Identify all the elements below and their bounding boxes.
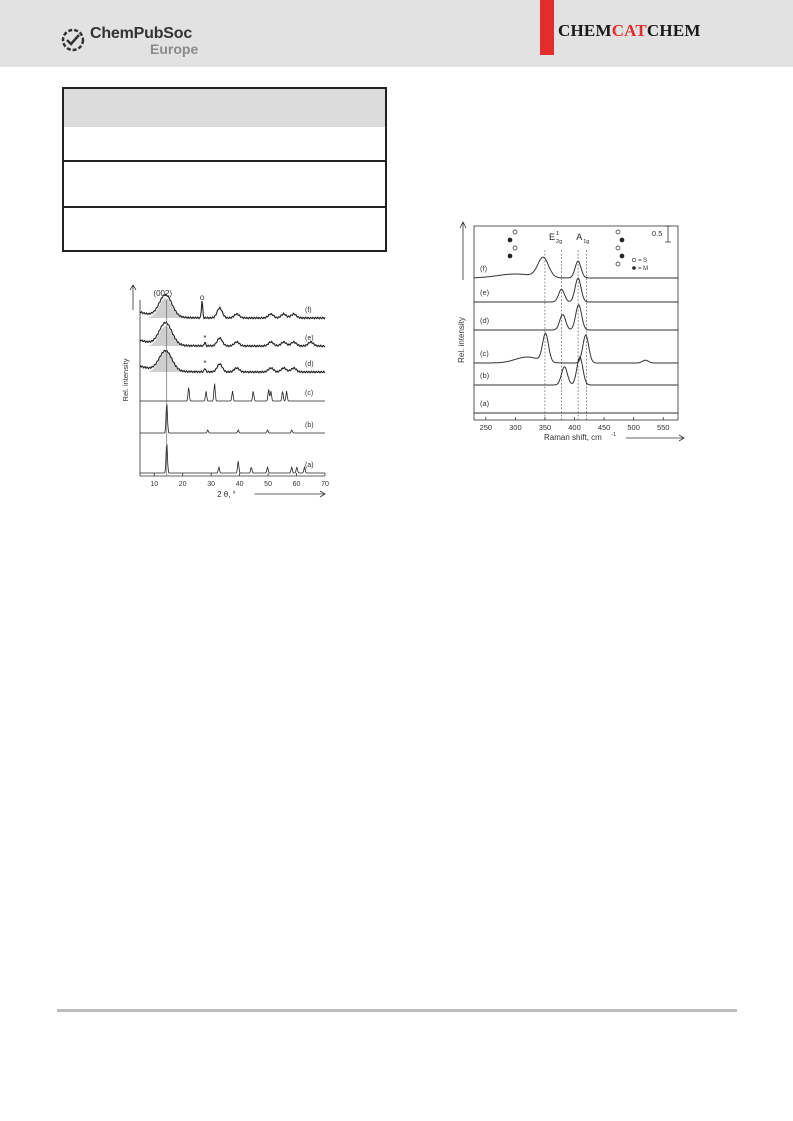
y-axis-arrow bbox=[130, 285, 136, 310]
series-label: (c) bbox=[305, 390, 314, 397]
peak-fill bbox=[149, 298, 183, 318]
legend-s-label: = S bbox=[638, 258, 648, 264]
page-header bbox=[0, 0, 793, 67]
y-axis-arrow bbox=[460, 222, 466, 280]
x-tick-label: 250 bbox=[479, 423, 493, 432]
x-tick-label: 400 bbox=[568, 423, 581, 432]
mode-label-a1g: A bbox=[576, 232, 583, 242]
legend-m-label: = M bbox=[638, 266, 649, 272]
table-header bbox=[64, 89, 385, 127]
table bbox=[62, 87, 387, 252]
mode-label-e2g-sub: 2g bbox=[556, 239, 563, 245]
peak-label: (002) bbox=[153, 289, 173, 298]
journal-accent-bar bbox=[540, 0, 554, 55]
marker-symbol: * bbox=[203, 334, 207, 343]
series-line bbox=[140, 404, 325, 433]
x-tick-label: 350 bbox=[538, 423, 552, 432]
marker-symbol: o bbox=[199, 293, 205, 302]
x-axis-label-sup: -1 bbox=[611, 432, 616, 438]
x-tick-label: 10 bbox=[150, 481, 159, 488]
raman-chart bbox=[450, 220, 690, 460]
publisher-logo-icon bbox=[60, 27, 86, 53]
atom-symbol bbox=[620, 238, 624, 242]
series-label: (d) bbox=[305, 361, 314, 368]
series-label: (b) bbox=[480, 371, 490, 380]
x-axis-label: 2 θ, ° bbox=[217, 490, 236, 499]
series-label: (d) bbox=[480, 316, 490, 325]
scale-bar-label: 0.5 bbox=[652, 229, 663, 238]
x-tick-label: 550 bbox=[656, 423, 670, 432]
atom-symbol bbox=[620, 254, 624, 258]
x-tick-label: 500 bbox=[627, 423, 640, 432]
x-tick-label: 70 bbox=[321, 481, 329, 488]
atom-symbol bbox=[508, 238, 512, 242]
plot-frame bbox=[474, 226, 678, 420]
scale-bar bbox=[665, 226, 671, 242]
marker-symbol: * bbox=[203, 359, 207, 368]
series-line bbox=[474, 278, 678, 302]
series-line bbox=[474, 333, 678, 363]
y-axis-label: Rel. intensity bbox=[121, 358, 130, 402]
raman-figure bbox=[450, 220, 690, 460]
series-label: (f) bbox=[480, 264, 488, 273]
series-label: (a) bbox=[480, 399, 490, 408]
series-label: (e) bbox=[480, 288, 490, 297]
page-footer-rule bbox=[57, 1009, 737, 1012]
vibration-mode-diagram bbox=[508, 230, 624, 266]
atom-symbol bbox=[616, 262, 620, 266]
table-rule bbox=[64, 160, 385, 162]
publisher-logo bbox=[60, 25, 220, 61]
atom-symbol bbox=[508, 254, 512, 258]
x-tick-label: 50 bbox=[264, 481, 272, 488]
series-label: (c) bbox=[480, 349, 489, 358]
publisher-region: Europe bbox=[150, 41, 199, 57]
mode-label-e2g-sup: 1 bbox=[556, 231, 560, 237]
x-tick-label: 30 bbox=[207, 481, 216, 488]
x-tick-label: 60 bbox=[292, 481, 301, 488]
x-tick-label: 300 bbox=[509, 423, 522, 432]
series-label: (e) bbox=[305, 335, 314, 342]
x-axis-label: Raman shift, cm bbox=[544, 433, 602, 442]
series-label: (a) bbox=[305, 462, 314, 469]
mode-label-e2g: E bbox=[549, 232, 556, 242]
series-label: (b) bbox=[305, 422, 314, 429]
mode-label-a1g-sub: 1g bbox=[583, 239, 590, 245]
xrd-figure bbox=[115, 280, 335, 500]
x-axis-arrow bbox=[626, 435, 684, 441]
publisher-name: ChemPubSoc bbox=[90, 25, 193, 42]
legend-s-symbol bbox=[632, 258, 636, 262]
table-rule bbox=[64, 206, 385, 208]
legend-m-symbol bbox=[632, 266, 636, 270]
atom-symbol bbox=[513, 230, 517, 234]
series-label: (f) bbox=[305, 307, 312, 314]
atom-symbol bbox=[616, 230, 620, 234]
series-line bbox=[140, 384, 325, 402]
x-axis-arrow bbox=[255, 491, 326, 497]
x-tick-label: 40 bbox=[235, 481, 244, 488]
journal-title: CHEMCATCHEM bbox=[558, 21, 701, 40]
x-tick-label: 450 bbox=[597, 423, 611, 432]
series-line bbox=[474, 305, 678, 330]
atom-symbol bbox=[616, 246, 620, 250]
atom-symbol bbox=[513, 246, 517, 250]
series-line bbox=[140, 444, 325, 473]
x-tick-label: 20 bbox=[178, 481, 187, 488]
xrd-chart bbox=[115, 280, 335, 500]
y-axis-label: Rel. intensity bbox=[457, 317, 466, 363]
